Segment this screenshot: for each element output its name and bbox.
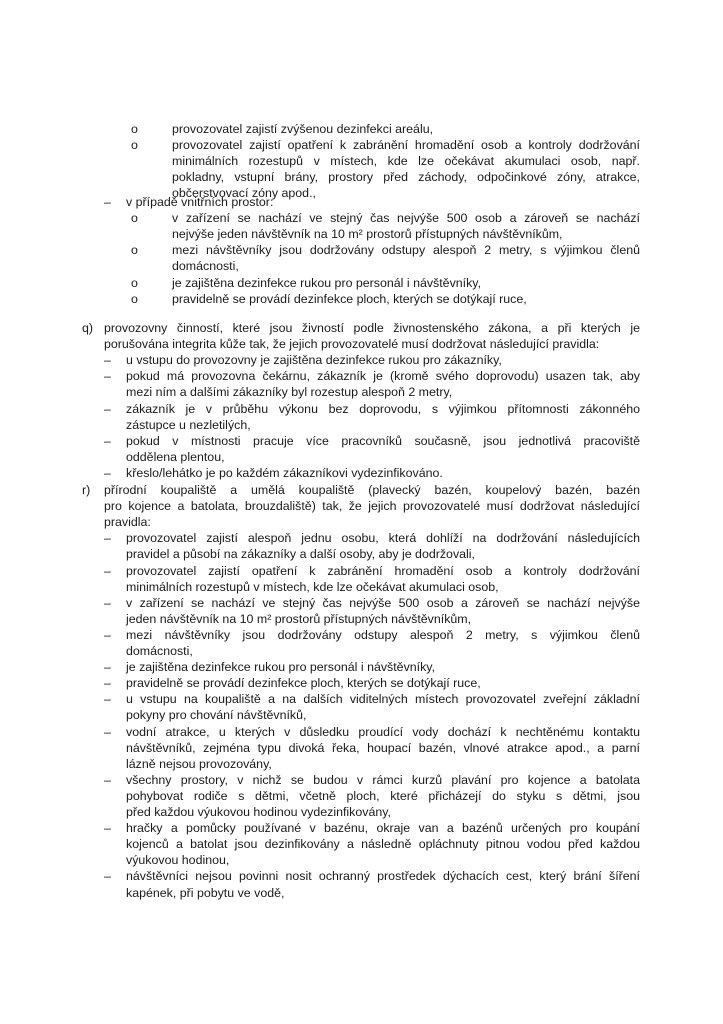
section-q-item-marker: – — [104, 465, 111, 480]
top-bullet-marker: o — [131, 122, 138, 136]
section-r-item-line: u vstupu na koupaliště a na dalších viditelných místech provozovatel zveřejní základní — [126, 692, 640, 707]
indoor-item-line: nejvýše jeden návštěvník na 10 m² prostorů přístupných návštěvníkům, — [172, 227, 563, 242]
section-r-label: r) — [82, 483, 91, 497]
section-q-intro-line: provozovny činností, které jsou živností podle živnostenského zákona, a při kterých je — [104, 321, 640, 335]
section-q-item-marker: – — [104, 369, 111, 384]
section-q-item-line: u vstupu do provozovny je zajištěna dezinfekce rukou pro zákazníky, — [126, 353, 502, 368]
section-r-item-line: návštěvníků, zejména typu divoká řeka, houpací bazén, vlnové atrakce apod., a parní — [126, 740, 640, 755]
section-r-item-marker: – — [104, 563, 111, 578]
top-bullet-line: provozovatel zajistí zvýšenou dezinfekci areálu, — [172, 122, 434, 136]
section-r-item-marker: – — [104, 676, 111, 691]
section-r-item-line: kapének, při pobytu ve vodě, — [126, 885, 285, 900]
section-r-item-marker: – — [104, 821, 111, 836]
section-r-item-line: pravidel a působí na zákazníky a další osoby, aby je dodržovali, — [126, 547, 475, 562]
top-bullet-line: minimálních rozestupů v místech, kde lze očekávat akumulaci osob, např. — [172, 154, 640, 169]
section-r-item-line: vodní atrakce, u kterých v důsledku proudící vody dochází k nechtěnému kontaktu — [126, 724, 640, 739]
section-r-item-marker: – — [104, 869, 111, 884]
section-q-item-marker: – — [104, 433, 111, 448]
section-r-item-marker: – — [104, 772, 111, 787]
indoor-item-marker: o — [131, 275, 138, 290]
top-bullet-line: občerstvovací zóny apod., — [172, 186, 316, 201]
section-q-label: q) — [82, 321, 94, 335]
section-q-intro-line: porušována integrita kůže tak, že jejich provozovatelé musí dodržovat následující pravidla: — [104, 337, 600, 352]
indoor-intro: v případě vnitřních prostor: — [126, 195, 274, 209]
section-r-item-line: jeden návštěvník na 10 m² prostorů přístupných návštěvníkům, — [126, 611, 472, 626]
indoor-dash: – — [104, 195, 111, 209]
section-r-item-line: před každou výukovou hodinou vydezinfikovány, — [126, 805, 391, 819]
indoor-item-line: domácnosti, — [172, 259, 239, 274]
section-q-item-line: oddělena plentou, — [126, 449, 225, 464]
section-r-item-marker: – — [104, 692, 111, 707]
section-r-item-line: pohybovat rodiče s dětmi, včetně ploch, které přicházejí do styku s dětmi, jsou — [126, 788, 640, 803]
section-r-item-line: domácnosti, — [126, 644, 193, 658]
indoor-item-line: je zajištěna dezinfekce rukou pro personál i návštěvníky, — [172, 275, 482, 290]
indoor-item-line: mezi návštěvníky jsou dodržovány odstupy alespoň 2 metry, s výjimkou členů — [172, 243, 640, 258]
section-r-item-line: návštěvníci nejsou povinni nosit ochranný prostředek dýchacích cest, který brání šíření — [126, 869, 640, 884]
section-q-item-line: mezi ním a dalšími zákazníky byl rozestup alespoň 2 metry, — [126, 385, 453, 400]
top-bullet-line: provozovatel zajistí opatření k zabránění hromadění osob a kontroly dodržování — [172, 138, 640, 153]
section-r-item-marker: – — [104, 660, 111, 675]
section-r-item-marker: – — [104, 531, 111, 546]
section-r-item-marker: – — [104, 627, 111, 642]
section-r-item-line: výukovou hodinou, — [126, 853, 230, 868]
section-r-item-line: pravidelně se provádí dezinfekce ploch, kterých se dotýkají ruce, — [126, 676, 481, 691]
section-q-item-line: pokud v místnosti pracuje více pracovníků současně, jsou jednotlivá pracoviště — [126, 433, 640, 448]
section-q-item-marker: – — [104, 353, 111, 368]
indoor-item-marker: o — [131, 291, 138, 306]
section-q-item-line: zákazník je v průběhu výkonu bez doprovodu, s výjimkou přítomnosti zákonného — [126, 401, 640, 416]
section-r-item-line: pokyny pro chování návštěvníků, — [126, 708, 307, 723]
section-r-item-marker: – — [104, 724, 111, 739]
top-bullet-line: pokladny, vstupní brány, prostory před záchody, odpočinkové zóny, atrakce, — [172, 170, 640, 185]
section-r-item-line: hračky a pomůcky používané v bazénu, okraje van a bazénů určených pro koupání — [126, 821, 640, 836]
section-q-item-line: křeslo/lehátko je po každém zákazníkovi vydezinfikováno. — [126, 465, 443, 480]
section-r-item-line: je zajištěna dezinfekce rukou pro personál i návštěvníky, — [126, 660, 436, 675]
top-bullet-marker: o — [131, 138, 138, 153]
section-r-intro-line: pro kojence a batolata, brouzdaliště) tak, že jejich provozovatelé musí dodržovat následující — [104, 499, 640, 514]
section-r-item-line: všechny prostory, v nichž se budou v rámci kurzů plavání pro kojence a batolata — [126, 772, 640, 787]
section-q-item-marker: – — [104, 401, 111, 416]
section-r-intro-line: přírodní koupaliště a umělá koupaliště (plavecký bazén, koupelový bazén, bazén — [104, 483, 640, 497]
section-r-item-line: provozovatel zajistí opatření k zabránění hromadění osob a kontroly dodržování — [126, 563, 640, 578]
indoor-item-marker: o — [131, 243, 138, 258]
section-r-item-marker: – — [104, 595, 111, 610]
section-r-item-line: v zařízení se nachází ve stejný čas nejvýše 500 osob a zároveň se nachází nejvýše — [126, 595, 640, 610]
section-r-item-line: lázně nejsou provozovány, — [126, 756, 272, 771]
section-r-intro-line: pravidla: — [104, 515, 151, 530]
indoor-item-line: v zařízení se nachází ve stejný čas nejvýše 500 osob a zároveň se nachází — [172, 211, 640, 226]
section-r-item-line: kojenců a batolat jsou dezinfikovány a následně opláchnuty pitnou vodou před každou — [126, 837, 640, 852]
section-r-item-line: provozovatel zajistí alespoň jednu osobu, která dohlíží na dodržování následujících — [126, 531, 640, 546]
section-q-item-line: pokud má provozovna čekárnu, zákazník je (kromě svého doprovodu) usazen tak, aby — [126, 369, 640, 384]
section-r-item-line: mezi návštěvníky jsou dodržovány odstupy alespoň 2 metry, s výjimkou členů — [126, 627, 640, 642]
section-q-item-line: zástupce u nezletilých, — [126, 417, 251, 432]
section-r-item-line: minimálních rozestupů v místech, kde lze očekávat akumulaci osob, — [126, 579, 499, 594]
indoor-item-line: pravidelně se provádí dezinfekce ploch, kterých se dotýkají ruce, — [172, 291, 527, 306]
indoor-item-marker: o — [131, 211, 138, 226]
